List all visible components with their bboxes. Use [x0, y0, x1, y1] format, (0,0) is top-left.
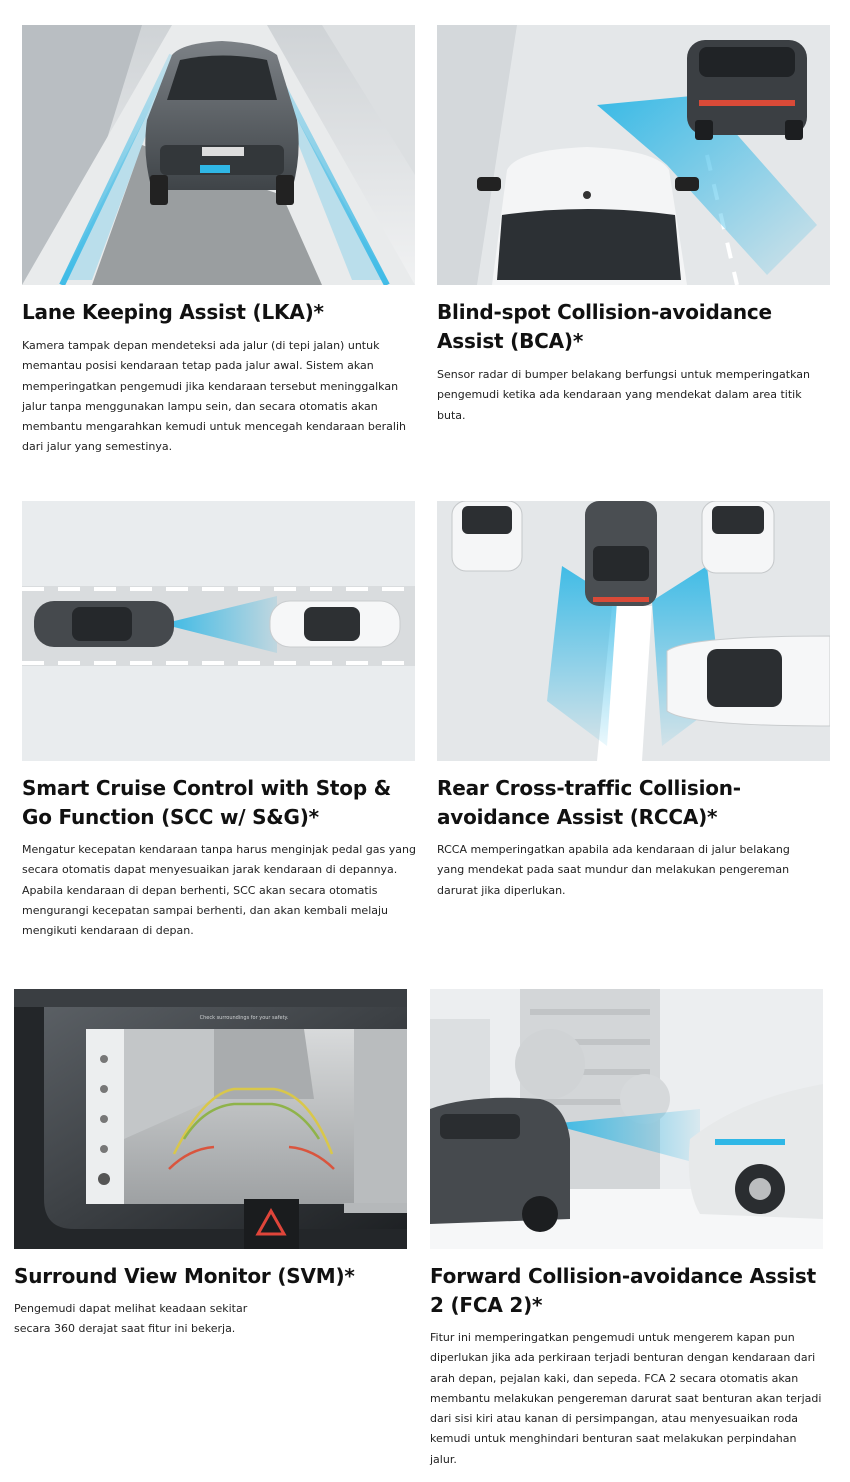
fca2-image — [430, 989, 823, 1249]
rcca-title: Rear Cross-traffic Collision-avoidance Assist (RCCA)* — [437, 776, 741, 829]
rcca-image — [437, 501, 830, 761]
svm-image — [14, 989, 407, 1249]
lka-image — [22, 25, 415, 285]
fca2-title: Forward Collision-avoidance Assist 2 (FCA 2)* — [430, 1264, 816, 1317]
lka-title: Lane Keeping Assist (LKA)* — [22, 300, 324, 324]
scc-description: Mengatur kecepatan kendaraan tanpa harus menginjak pedal gas yang secara otomatis dapat menyesuaikan jarak kendaraan di depannya. Apabila kendaraan di depan berhenti, SCC akan secara otomatis mengurangi kecepatan sampai berhenti, dan akan kembali melaju mengikuti kendaraan di depan. — [22, 843, 416, 938]
scc-title: Smart Cruise Control with Stop & Go Function (SCC w/ S&G)* — [22, 776, 391, 829]
svm-title: Surround View Monitor (SVM)* — [14, 1264, 355, 1288]
bca-image — [437, 25, 830, 285]
rcca-description: RCCA memperingatkan apabila ada kendaraan di jalur belakang yang mendekat pada saat mundur dan melakukan pengereman darurat jika diperlukan. — [437, 843, 790, 897]
scc-image — [22, 501, 415, 761]
lka-description: Kamera tampak depan mendeteksi ada jalur (di tepi jalan) untuk memantau posisi kendaraan tetap pada jalur awal. Sistem akan memperingatkan pengemudi jika kendaraan tersebut meninggalkan jalur tanpa menggunakan lampu sein, dan secara otomatis akan membantu mengarahkan kemudi untuk mencegah kendaraan beralih dari jalur yang semestinya. — [22, 339, 407, 454]
fca2-description: Fitur ini memperingatkan pengemudi untuk mengerem kapan pun diperlukan jika ada perkiraan terjadi benturan dengan kendaraan dari arah depan, pejalan kaki, dan sepeda. FCA 2 secara otomatis akan membantu melakukan pengereman darurat saat benturan akan terjadi dari sisi kiri atau kanan di persimpangan, atau menyesuaikan roda kemudi untuk menghindari benturan saat melakukan perpindahan jalur. — [430, 1331, 822, 1466]
bca-description: Sensor radar di bumper belakang berfungsi untuk memperingatkan pengemudi ketika ada kendaraan yang mendekat dalam area titik buta. — [437, 368, 810, 422]
svm-screen-notice: Check surroundings for your safety. — [199, 1015, 289, 1021]
svm-description: Pengemudi dapat melihat keadaan sekitar secara 360 derajat saat fitur ini bekerja. — [14, 1302, 248, 1336]
bca-title: Blind-spot Collision-avoidance Assist (BCA)* — [437, 300, 772, 353]
